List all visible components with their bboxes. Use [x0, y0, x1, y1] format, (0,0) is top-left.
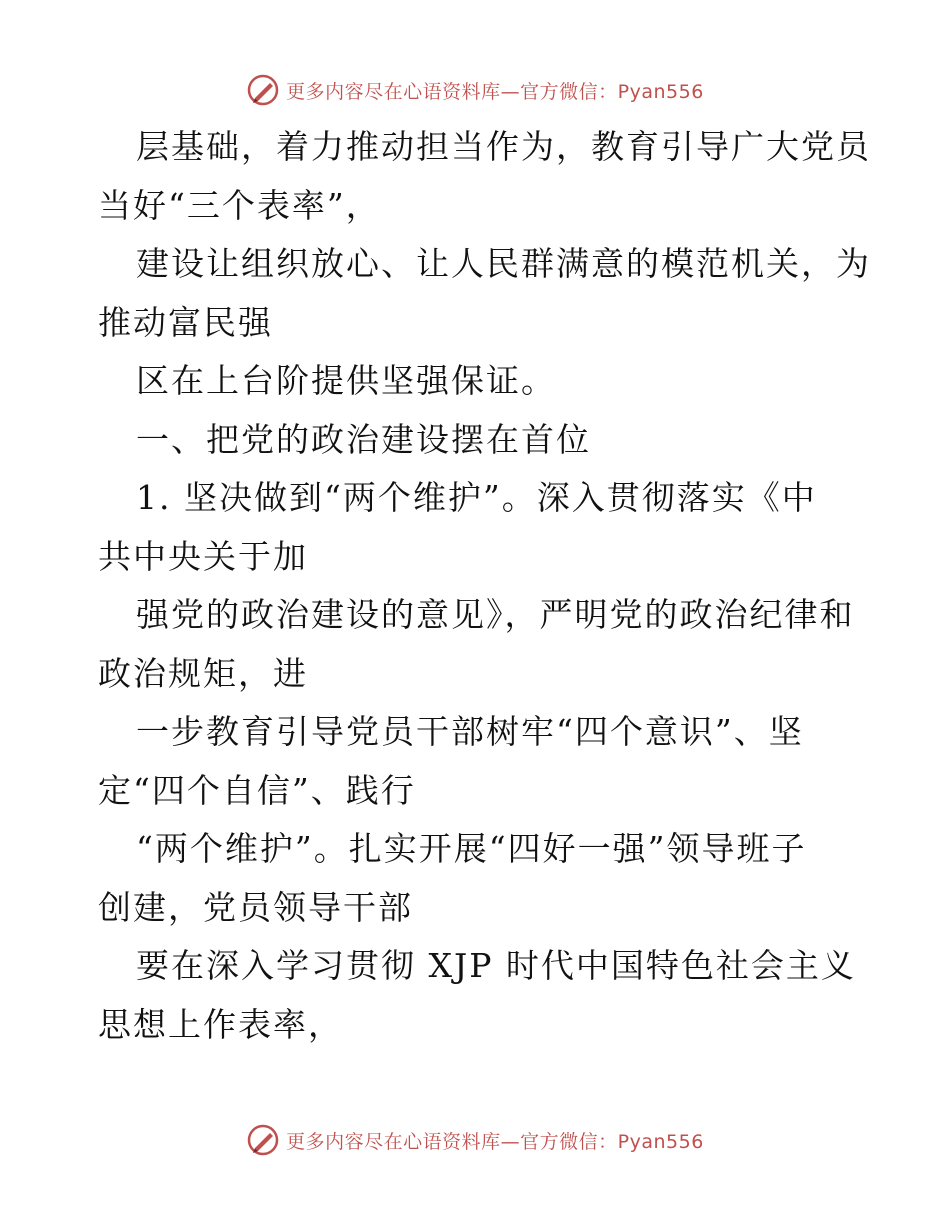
watermark-text: 更多内容尽在心语资料库—官方微信：Pyan556 — [286, 1130, 704, 1153]
text-line: 强党的政治建设的意见》，严明党的政治纪律和 — [136, 595, 855, 634]
text-line: 一步教育引导党员干部树牢“四个意识”、坚 — [136, 712, 804, 751]
text-line: 建设让组织放心、让人民群满意的模范机关，为 — [136, 244, 871, 283]
text-line: 定“四个自信”、践行 — [98, 770, 416, 810]
pen-logo-icon — [246, 1123, 280, 1157]
text-line: 政治规矩，进 — [98, 653, 308, 693]
watermark-text: 更多内容尽在心语资料库—官方微信：Pyan556 — [286, 80, 704, 103]
header-watermark — [0, 70, 950, 110]
text-line: “两个维护”。扎实开展“四好一强”领导班子 — [136, 829, 807, 868]
footer-watermark — [0, 1120, 950, 1160]
text-line: 创建，党员领导干部 — [98, 887, 413, 927]
text-line: 区在上台阶提供坚强保证。 — [136, 361, 556, 400]
text-line: 当好“三个表率”， — [98, 185, 381, 225]
pen-logo-icon — [246, 73, 280, 107]
text-line: 1. 坚决做到“两个维护”。深入贯彻落实《中 — [136, 478, 817, 517]
section-heading: 一、把党的政治建设摆在首位 — [136, 419, 591, 459]
text-line: 层基础，着力推动担当作为，教育引导广大党员 — [136, 127, 871, 166]
document-body — [98, 118, 871, 1054]
text-line: 推动富民强 — [98, 302, 273, 342]
text-line: 思想上作表率， — [98, 1004, 343, 1044]
text-line: 共中央关于加 — [98, 536, 308, 576]
text-line: 要在深入学习贯彻 XJP 时代中国特色社会主义 — [136, 946, 856, 985]
